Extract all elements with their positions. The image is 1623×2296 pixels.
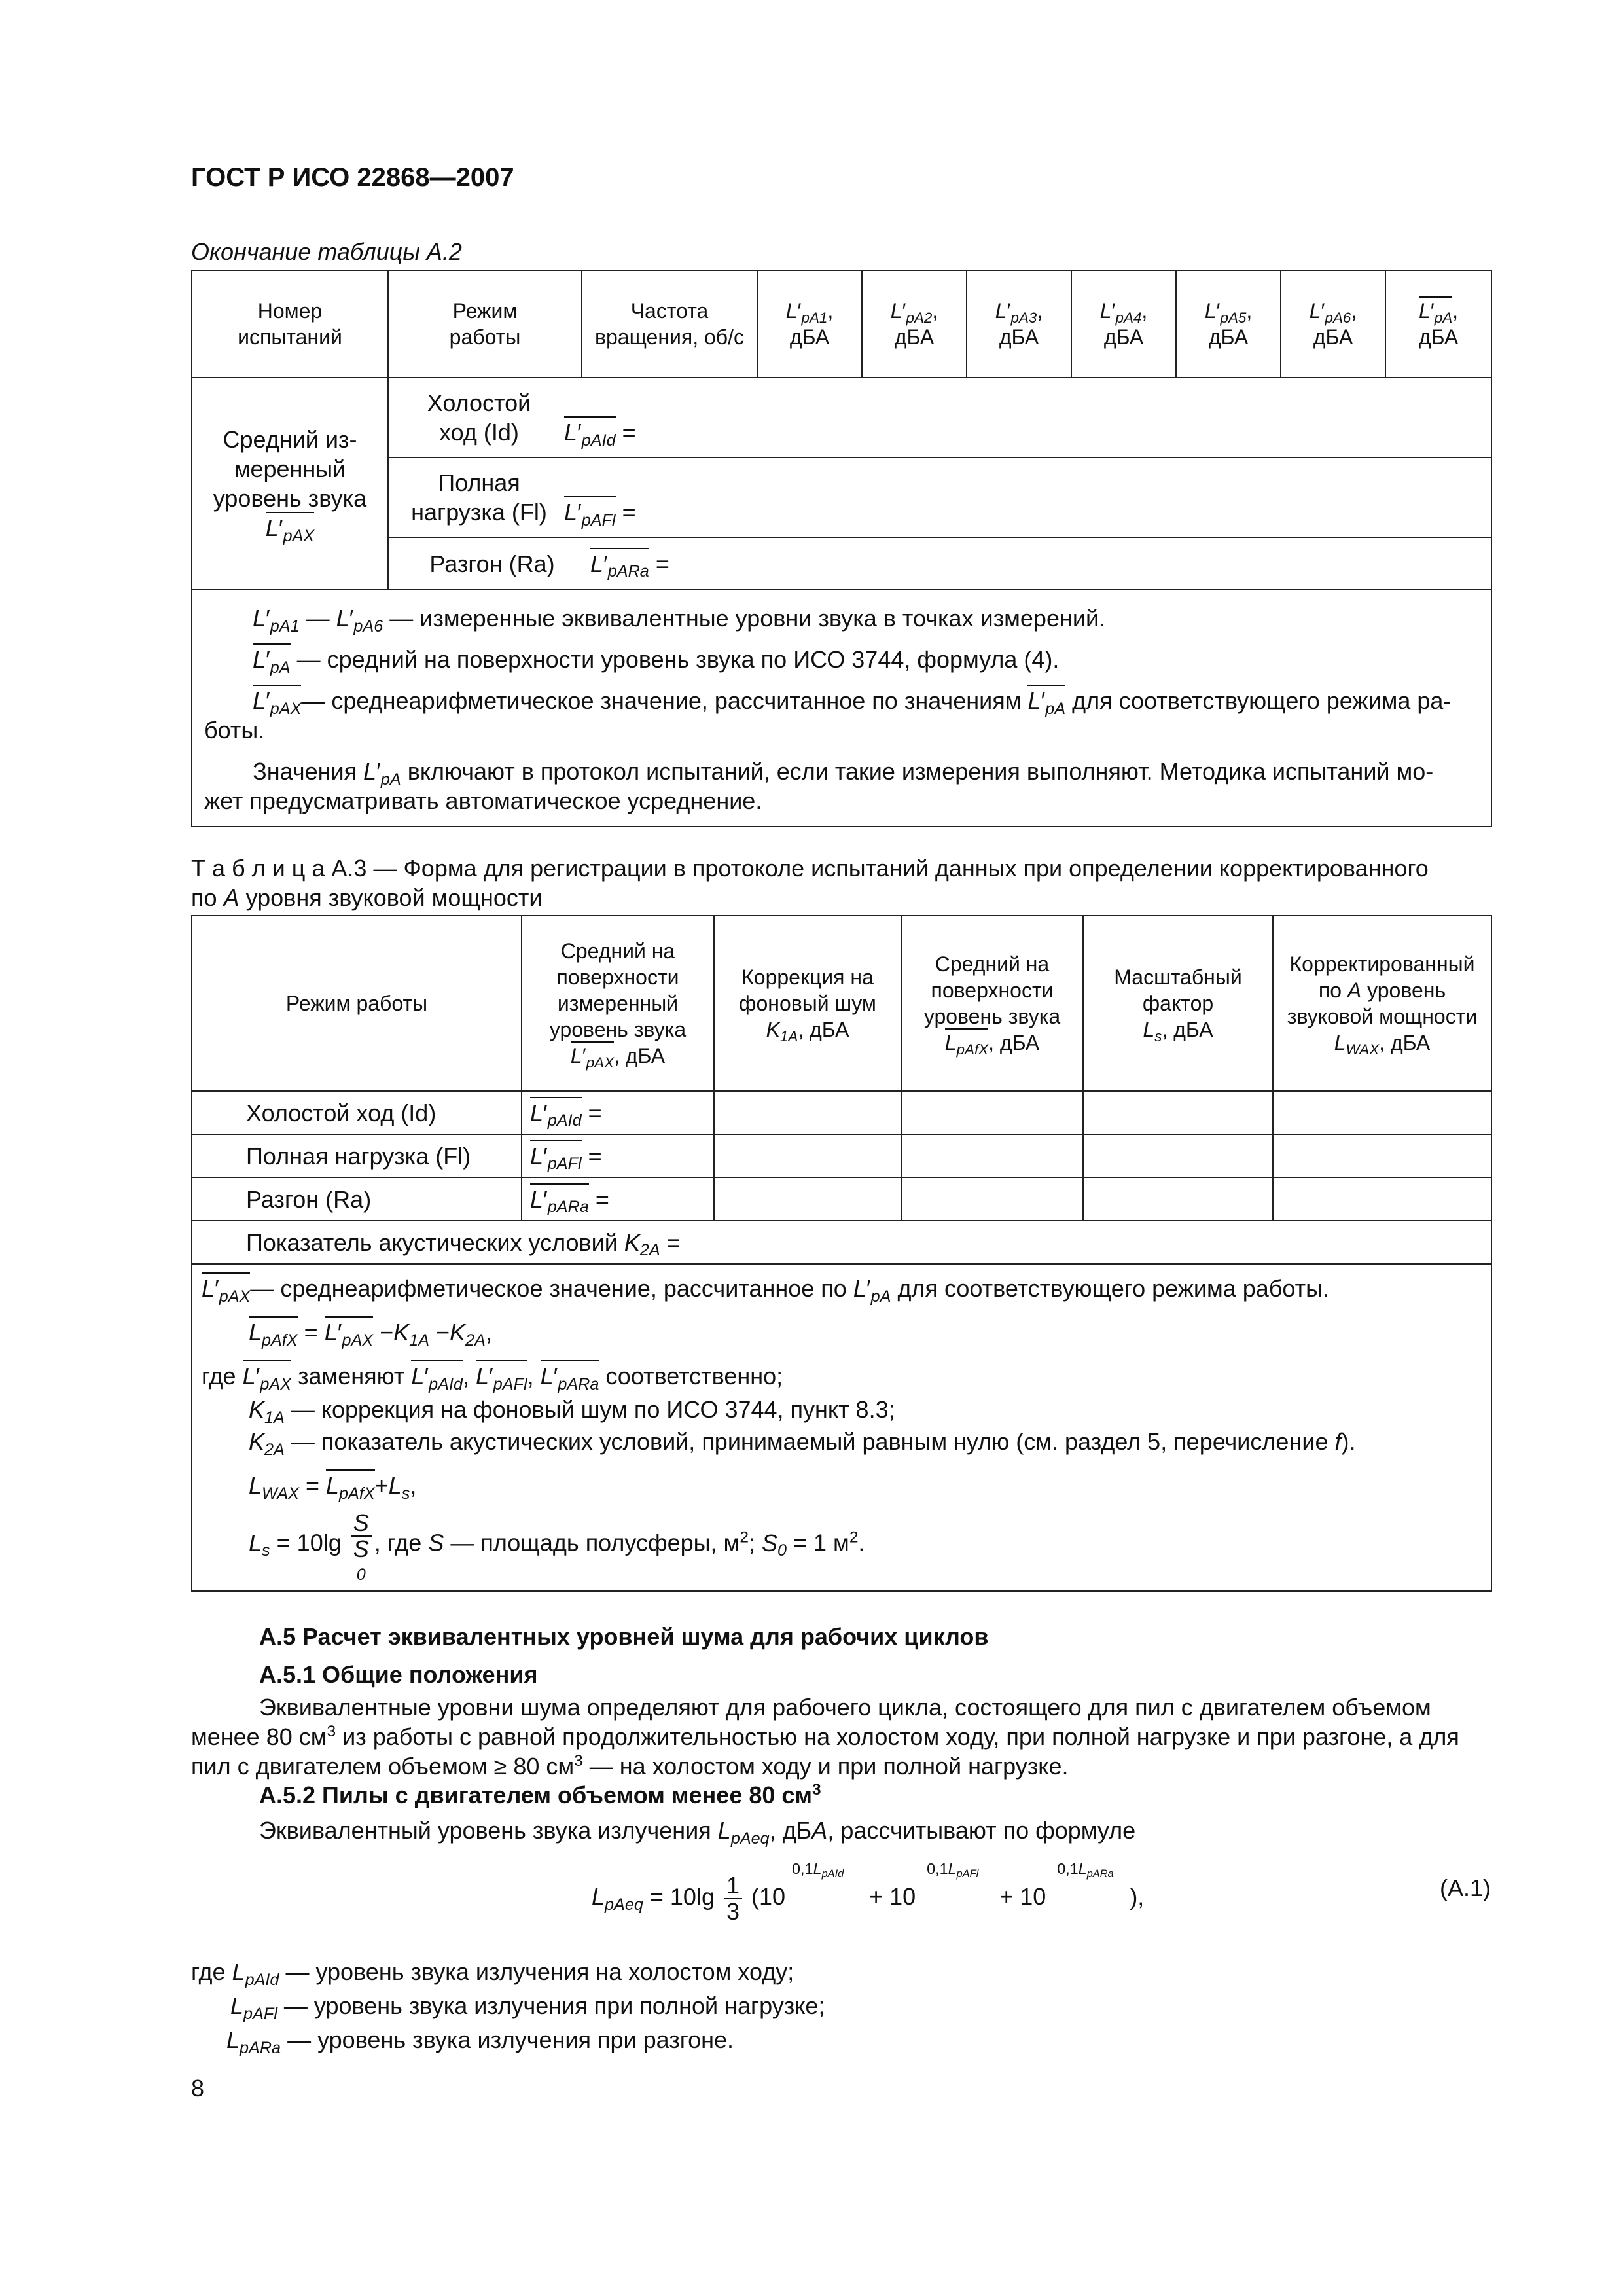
group-label-avg-measured: Средний из- меренный уровень звука $L'_{pAX}$ bbox=[192, 378, 388, 590]
col-header-lpa2: $L'_{pA2}$, дБА bbox=[862, 270, 967, 378]
formula-number: (А.1) bbox=[1440, 1874, 1491, 1901]
a3-cell bbox=[1273, 1134, 1491, 1177]
note-point-levels: $L'_{pA1}$ — $L'_{pA6}$ — измеренные эквивалентные уровни звука в точках измерений. bbox=[253, 605, 1106, 636]
col-header-lpa-avg: $L'_{pA}$, дБА bbox=[1385, 270, 1491, 378]
a3-cell bbox=[1083, 1177, 1273, 1221]
table-a3-title: Т а б л и ц а А.3 — Форма для регистрации в протоколе испытаний данных при определении корректированного по A уровня звуковой мощности bbox=[191, 855, 1429, 911]
col-header-lpa4: $L'_{pA4}$, дБА bbox=[1071, 270, 1176, 378]
col-header-mode: Режим работы bbox=[388, 270, 582, 378]
note-values-protocol: Значения $L'_{pA}$ включают в протокол испытаний, если такие измерения выполняют. Методика испытаний мо- bbox=[253, 758, 1434, 789]
a3-cell bbox=[1273, 1177, 1491, 1221]
a3-note-arithmetic-mean: $L'_{pAX}—$ среднеарифметическое значение, рассчитанное по $L'_{pA}$ для соответствующего режима работы. bbox=[202, 1274, 1482, 1303]
page-number: 8 bbox=[191, 2075, 205, 2102]
a3-row-idle-mode: Холостой ход (Id) bbox=[192, 1091, 522, 1134]
a3-col-header-corrected-power: Корректированный по A уровень звуковой мощности $L_{WAX}$, дБА bbox=[1273, 916, 1491, 1091]
formula-a1: $L_{pAeq} = 10\lg$ $\frac{1}{3}$ (10 $0,1L_{pAId}$ + 10 $0,1L_{pAFl}$ + 10 $0,1L_{pARa}$ ), bbox=[592, 1860, 1145, 1925]
col-header-lpa6: $L'_{pA6}$, дБА bbox=[1281, 270, 1385, 378]
a3-cell bbox=[714, 1091, 901, 1134]
fraction-s-over-s0: S S 0 bbox=[351, 1511, 372, 1579]
col-header-lpa3: $L'_{pA3}$, дБА bbox=[967, 270, 1071, 378]
a3-row-racing bbox=[192, 1177, 1491, 1221]
table-a2-row-racing: Разгон (Ra) $L'_{pARa}$ = bbox=[388, 537, 1491, 590]
a3-where-replace: где $L'_{pAX}$ заменяют $L'_{pAId}$, $L'_{pAFl}$, $L'_{pARa}$ соответственно; bbox=[202, 1361, 1482, 1391]
a3-cell bbox=[1083, 1134, 1273, 1177]
a3-eq-lpafx: $L_{pAfX} = L'_{pAX} -K_{1A} -K_{2A}$, bbox=[202, 1318, 1482, 1347]
a3-def-k2a: $K_{2A}$ — показатель акустических условий, принимаемый равным нулю (см. раздел 5, перечисление f). bbox=[249, 1428, 1356, 1459]
a3-row-full-load-level: $L'_{pAFl}$ = bbox=[522, 1134, 714, 1177]
power-term-idle: (10 $0,1L_{pAId}$ bbox=[751, 1860, 844, 1910]
a3-col-header-measured-level: Средний на поверхности измеренный уровень звука $L'_{pAX}$, дБА bbox=[522, 916, 714, 1091]
note-arithmetic-mean-cont: боты. bbox=[204, 717, 265, 744]
section-a51-heading: А.5.1 Общие положения bbox=[259, 1661, 538, 1688]
a3-col-header-surface-level: Средний на поверхности уровень звука $L_{pAfX}$, дБА bbox=[901, 916, 1083, 1091]
a3-col-header-mode: Режим работы bbox=[192, 916, 522, 1091]
table-a2-caption: Окончание таблицы А.2 bbox=[191, 238, 462, 265]
a3-row-racing-level: $L'_{pARa}$ = bbox=[522, 1177, 714, 1221]
note-surface-level: $L'_{pA}$ — средний на поверхности уровень звука по ИСО 3744, формула (4). bbox=[204, 645, 1479, 674]
table-a3-notes bbox=[192, 1264, 1491, 1591]
power-term-full-load: + 10 $0,1L_{pAFl}$ bbox=[869, 1860, 979, 1910]
a3-row-k2a: Показатель акустических условий $K_{2A}$ = bbox=[192, 1221, 1491, 1264]
col-header-rotation: Частота вращения, об/с bbox=[582, 270, 757, 378]
a3-col-header-background-correction: Коррекция на фоновый шум $K_{1A}$, дБА bbox=[714, 916, 901, 1091]
table-a3 bbox=[191, 915, 1492, 1592]
a3-row-idle bbox=[192, 1091, 1491, 1134]
a3-cell bbox=[901, 1134, 1083, 1177]
a3-row-full-load-mode: Полная нагрузка (Fl) bbox=[192, 1134, 522, 1177]
a3-cell bbox=[714, 1134, 901, 1177]
a3-row-racing-mode: Разгон (Ra) bbox=[192, 1177, 522, 1221]
table-a2 bbox=[191, 270, 1492, 827]
section-a52-text: Эквивалентный уровень звука излучения $L_{pAeq}$, дБA, рассчитывают по формуле bbox=[259, 1817, 1136, 1848]
definition-full-load: $L_{pAFl}$ — уровень звука излучения при полной нагрузке; bbox=[230, 1992, 825, 2023]
a3-cell bbox=[1273, 1091, 1491, 1134]
note-arithmetic-mean: $L'_{pAX}—$ среднеарифметическое значение, рассчитанное по значениям $L'_{pA}$ для соответствующего режима ра- bbox=[204, 686, 1479, 715]
a3-col-header-scale-factor: Масштабный фактор $L_s$, дБА bbox=[1083, 916, 1273, 1091]
col-header-lpa1: $L'_{pA1}$, дБА bbox=[757, 270, 862, 378]
a3-row-full-load bbox=[192, 1134, 1491, 1177]
definition-racing: $L_{pARa}$ — уровень звука излучения при разгоне. bbox=[226, 2026, 734, 2057]
a3-eq-ls: $L_s = 10\lg$ S S 0 , где S — площадь полусферы, $м^2$; $S_0 = 1$ $м^2$. bbox=[249, 1509, 865, 1585]
a3-cell bbox=[714, 1177, 901, 1221]
section-a52-heading: А.5.2 Пилы с двигателем объемом менее 80 $см^3$ bbox=[259, 1781, 821, 1808]
a3-eq-lwax: $L_{WAX} = L_{pAfX}+L_s$, bbox=[202, 1471, 1482, 1500]
table-a2-notes bbox=[192, 590, 1491, 827]
power-term-racing: + 10 $0,1L_{pARa}$ bbox=[999, 1860, 1114, 1910]
a3-def-k1a: $K_{1A}$ — коррекция на фоновый шум по ИСО 3744, пункт 8.3; bbox=[249, 1396, 895, 1427]
document-id: ГОСТ Р ИСО 22868—2007 bbox=[191, 163, 514, 192]
a3-cell bbox=[901, 1177, 1083, 1221]
note-values-protocol-cont: жет предусматривать автоматическое усреднение. bbox=[204, 787, 762, 814]
section-a5-heading: А.5 Расчет эквивалентных уровней шума для рабочих циклов bbox=[259, 1623, 989, 1650]
col-header-lpa5: $L'_{pA5}$, дБА bbox=[1176, 270, 1281, 378]
table-a2-row-idle: Холостой ход (Id) $L'_{pAId}$ = bbox=[388, 378, 1491, 457]
a3-cell bbox=[1083, 1091, 1273, 1134]
table-a2-row-full-load: Полная нагрузка (Fl) $L'_{pAFl}$ = bbox=[388, 457, 1491, 537]
a3-row-idle-level: $L'_{pAId}$ = bbox=[522, 1091, 714, 1134]
a3-cell bbox=[901, 1091, 1083, 1134]
fraction-one-third: $\frac{1}{3}$ bbox=[724, 1873, 742, 1924]
col-header-test-number: Номер испытаний bbox=[192, 270, 388, 378]
definition-idle: где $L_{pAId}$ — уровень звука излучения на холостом ходу; bbox=[191, 1958, 794, 1989]
section-a51-text: Эквивалентные уровни шума определяют для рабочего цикла, состоящего для пил с двигателем объемом менее 80 $см^3$ из работы с равной продолжительностью на холостом ходу, при полной нагрузке и при разгоне, а для пил с двигателем объемом ≥ 80 $см^3$ — на холостом ходу и при полной нагрузке. bbox=[191, 1694, 1459, 1780]
